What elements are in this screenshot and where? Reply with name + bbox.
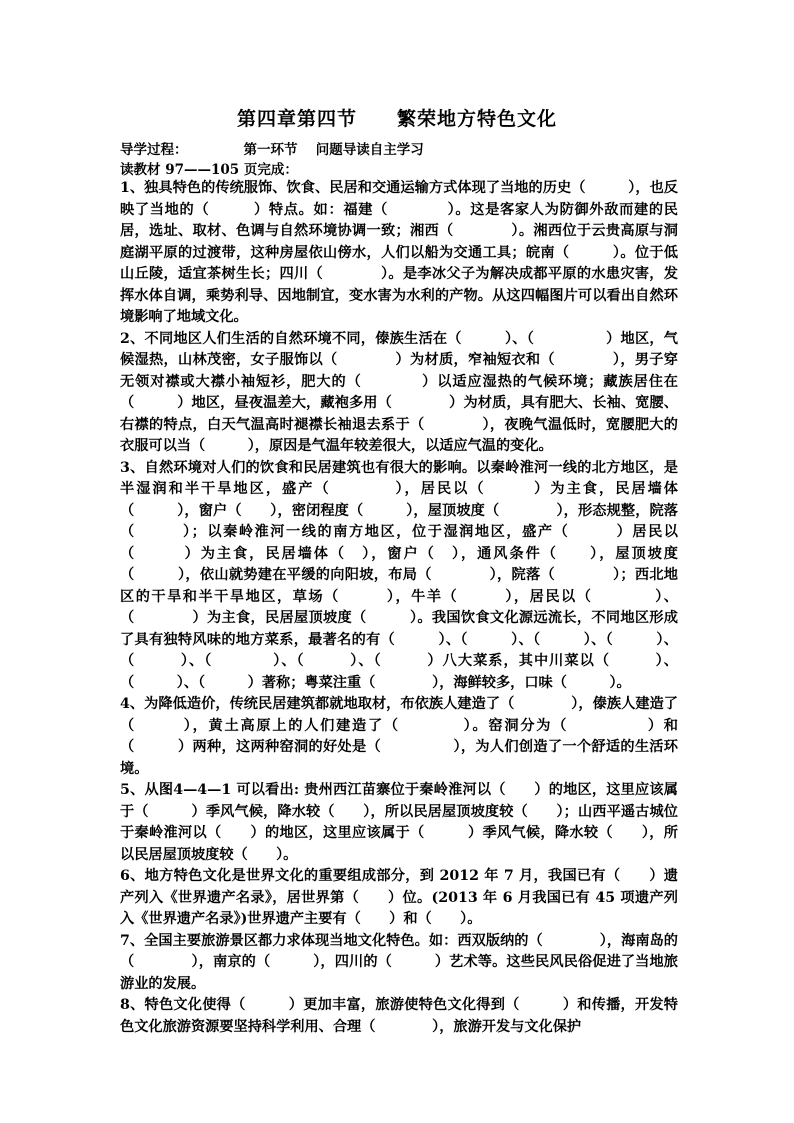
guide-label: 导学过程： [120, 142, 188, 158]
question-4: 4、为降低造价，传统民居建筑都就地取材，布依族人建造了（ ），傣族人建造了（ ），黄土高原上的人们建造了（ ）。窑洞分为（ ）和（ ）两种，这两种窑洞的好处是（ ），为人们创造了一个舒适的生活环境。 [120, 696, 678, 777]
reading-instruction: 读教材 97——105 页完成： [120, 162, 298, 178]
guide-section: 第一环节 问题导读自主学习 [243, 142, 424, 158]
question-2: 2、不同地区人们生活的自然环境不同，傣族生活在（ ）、（ ）地区，气候湿热，山林茂密，女子服饰以（ ）为材质，窄袖短衣和（ ），男子穿无领对襟或大襟小袖短衫，肥大的（ ）以适应湿热的气候环境；藏族居住在（ ）地区，昼夜温差大，藏袍多用（ ）为材质，具有肥大、长袖、宽腰、右襟的特点，白天气温高时褪襟长袖退去系于（ ），夜晚气温低时，宽腰肥大的衣服可以当（ ），原因是气温年较差很大，以适应气温的变化。 [120, 330, 678, 454]
guide-line [120, 138, 424, 158]
question-7: 7、全国主要旅游景区都力求体现当地文化特色。如：西双版纳的（ ），海南岛的（ ），南京的（ ），四川的（ ）艺术等。这些民风民俗促进了当地旅游业的发展。 [120, 932, 678, 992]
question-1: 1、独具特色的传统服饰、饮食、民居和交通运输方式体现了当地的历史（ ），也反映了当地的（ ）特点。如：福建（ ）。这是客家人为防御外敌而建的民居，选址、取材、色调与自然环境协调一致；湘西（ ）。湘西位于云贵高原与洞庭湖平原的过渡带，这种房屋依山傍水，人们以船为交通工具；皖南（ ）。位于低山丘陵，适宜茶树生长；四川（ ）。是李冰父子为解决成都平原的水患灾害，发挥水体自调，乘势利导、因地制宜，变水害为水利的产物。从这四幅图片可以看出自然环境影响了地域文化。 [120, 180, 678, 325]
page-title: 第四章第四节 繁荣地方特色文化 [236, 108, 557, 130]
question-5: 5、从图4—4—1 可以看出: 贵州西江苗寨位于秦岭淮河以（ ）的地区，这里应该属于（ ）季风气候，降水较（ ），所以民居屋顶坡度较（ ）；山西平遥古城位于秦岭淮河以（ ）的地区，这里应该属于（ ）季风气候，降水较（ ），所以民居屋顶坡度较（ ）。 [120, 782, 678, 863]
question-3: 3、自然环境对人们的饮食和民居建筑也有很大的影响。以秦岭淮河一线的北方地区，是半湿润和半干旱地区，盛产（ ），居民以（ ）为主食，民居墙体（ ），窗户（ ），密闭程度（ ），屋顶坡度（ ），形态规整，院落（ ）；以秦岭淮河一线的南方地区，位于湿润地区，盛产（ ）居民以（ ）为主食，民居墙体（ ），窗户（ ），通风条件（ ），屋顶坡度（ ），依山就势建在平缓的向阳坡，布局（ ），院落（ ）；西北地区的干旱和半干旱地区，草场（ ），牛羊（ ），居民以（ ）、（ ）为主食，民居屋顶坡度（ ）。我国饮食文化源远流长，不同地区形成了具有独特风味的地方菜系，最著名的有（ ）、（ ）、（ ）、（ ）、（ ）、（ ）、（ ）、（ ）八大菜系，其中川菜以（ ）、（ ）、（ ）著称；粤菜注重（ ），海鲜较多，口味（ ）。 [120, 459, 678, 691]
question-list [120, 178, 678, 1038]
question-6: 6、地方特色文化是世界文化的重要组成部分，到 2012 年 7 月，我国已有（ ）遗产列入《世界遗产名录》，居世界第（ ）位。(2013 年 6 月我国已有 45 项遗产列入《世界遗产名录》)世界遗产主要有（ ）和（ ）。 [120, 868, 678, 927]
question-8: 8、特色文化使得（ ）更加丰富，旅游使特色文化得到（ ）和传播，开发特色文化旅游资源要坚持科学利用、合理（ ），旅游开发与文化保护 [120, 997, 678, 1035]
